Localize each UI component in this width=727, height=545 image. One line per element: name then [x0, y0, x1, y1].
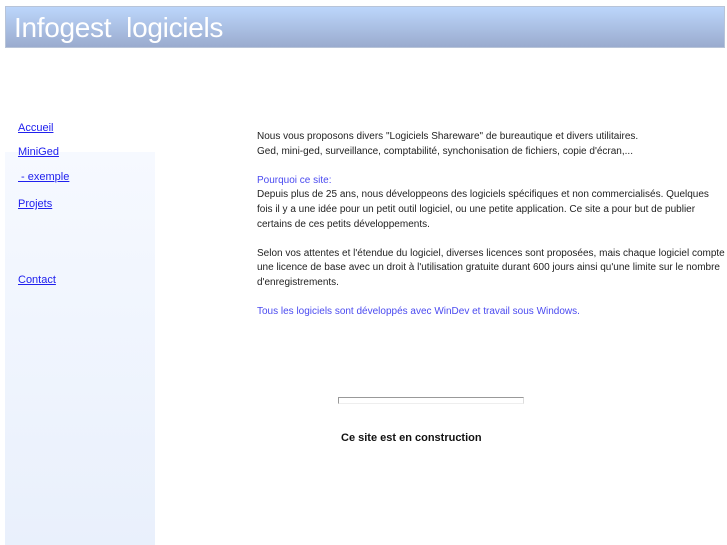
nav-link-accueil[interactable]: Accueil: [18, 122, 54, 134]
construction-notice: Ce site est en construction: [341, 432, 482, 444]
nav-link-contact[interactable]: Contact: [18, 274, 56, 286]
main-content: [257, 130, 727, 320]
site-title: Infogest logiciels: [14, 12, 224, 43]
windev-note: Tous les logiciels sont développés avec WinDev et travail sous Windows.: [257, 306, 580, 318]
intro-line-1: Nous vous proposons divers "Logiciels Shareware" de bureautique et divers utilitaires.: [257, 131, 639, 142]
construction-divider: [338, 397, 524, 404]
why-text: Depuis plus de 25 ans, nous développeons des logiciels spécifiques et non commercialisés. Quelques fois il y a une idée pour un petit outil logiciel, ou une petite application. Ce site a pour but de publier certains de ces petits développements.: [257, 189, 709, 230]
nav-link-projets[interactable]: Projets: [18, 198, 53, 210]
nav-link-exemple[interactable]: - exemple: [18, 171, 70, 183]
sidebar-panel: [5, 152, 155, 545]
why-heading: Pourquoi ce site:: [257, 174, 332, 186]
intro-line-2: Ged, mini-ged, surveillance, comptabilité, synchonisation de fichiers, copie d'écran,...: [257, 145, 633, 157]
licence-text: Selon vos attentes et l'étendue du logiciel, diverses licences sont proposées, mais chaque logiciel compte une licence de base avec un droit à l'utilisation gratuite durant 600 jours ainsi qu'une limite sur le nombre d'enregistrements.: [257, 247, 725, 288]
site-header: [5, 6, 725, 48]
nav-link-miniged[interactable]: MiniGed: [18, 146, 59, 158]
